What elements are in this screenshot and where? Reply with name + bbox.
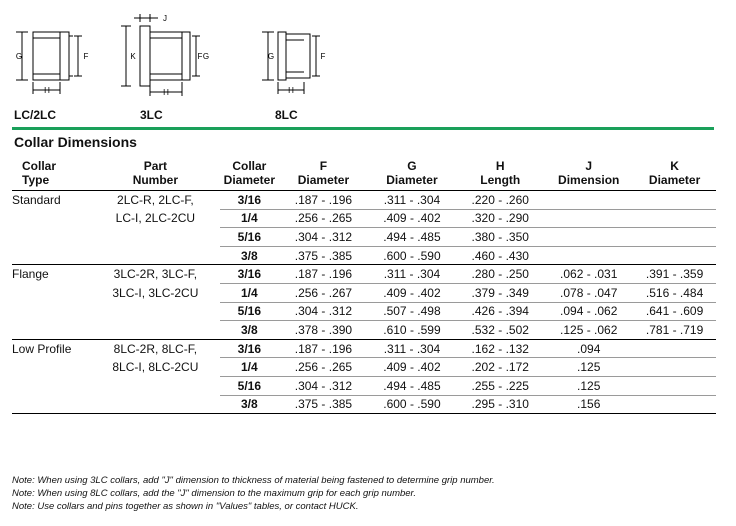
header-collar-diameter: Collar Diameter bbox=[220, 156, 280, 191]
table-row bbox=[12, 376, 716, 395]
cell-collar-diameter: 1/4 bbox=[220, 209, 280, 228]
cell-j: .094 - .062 bbox=[544, 302, 633, 321]
cell-collar-type bbox=[12, 209, 91, 228]
cell-g: .507 - .498 bbox=[368, 302, 457, 321]
cell-h: .379 - .349 bbox=[456, 283, 544, 302]
cell-collar-type: Flange bbox=[12, 267, 49, 282]
cell-collar-type bbox=[12, 302, 91, 321]
section-divider bbox=[12, 127, 714, 130]
footnote: Note: When using 3LC collars, add "J" dimension to thickness of material being fastened to determine grip number. bbox=[12, 475, 495, 486]
3lc-dim-k: K bbox=[130, 52, 136, 61]
cell-f: .256 - .267 bbox=[279, 283, 368, 302]
cell-g: .311 - .304 bbox=[368, 339, 457, 358]
cell-k: .391 - .359 bbox=[633, 265, 716, 284]
cell-collar-type: Low Profile bbox=[12, 341, 72, 356]
table-header-row bbox=[12, 156, 716, 191]
cell-f: .378 - .390 bbox=[279, 321, 368, 340]
cell-j: .125 bbox=[544, 376, 633, 395]
cell-collar-diameter: 1/4 bbox=[220, 283, 280, 302]
cell-h: .220 - .260 bbox=[456, 191, 544, 210]
8lc-dim-h: H bbox=[288, 86, 294, 95]
header-collar-type: Collar Type bbox=[12, 156, 91, 191]
cell-collar-diameter: 3/8 bbox=[220, 246, 280, 265]
cell-h: .380 - .350 bbox=[456, 228, 544, 247]
header-g-diameter: G Diameter bbox=[368, 156, 457, 191]
table-row bbox=[12, 395, 716, 414]
collar-diagrams bbox=[0, 0, 736, 110]
3lc-figure-label: 3LC bbox=[140, 108, 163, 122]
cell-part-number: 8LC-2R, 8LC-F, bbox=[113, 341, 198, 356]
cell-collar-type bbox=[12, 283, 91, 302]
lc-dim-f: F bbox=[83, 52, 89, 61]
cell-g: .494 - .485 bbox=[368, 228, 457, 247]
cell-g: .311 - .304 bbox=[368, 191, 457, 210]
lc-collar-drawing bbox=[16, 32, 82, 94]
cell-part-number: 2LC-R, 2LC-F, bbox=[117, 193, 194, 208]
cell-g: .409 - .402 bbox=[368, 358, 457, 377]
cell-k bbox=[633, 395, 716, 414]
cell-collar-diameter: 3/16 bbox=[220, 339, 280, 358]
cell-part-number bbox=[91, 395, 219, 414]
cell-k bbox=[633, 209, 716, 228]
cell-h: .280 - .250 bbox=[456, 265, 544, 284]
cell-j: .125 bbox=[544, 358, 633, 377]
table-row bbox=[12, 283, 716, 302]
header-f-diameter: F Diameter bbox=[279, 156, 368, 191]
table-row bbox=[12, 302, 716, 321]
footnote: Note: Use collars and pins together as shown in "Values" tables, or contact HUCK. bbox=[12, 501, 359, 512]
lc-dim-g: G bbox=[15, 52, 23, 61]
lc-figure-label: LC/2LC bbox=[14, 108, 56, 122]
cell-k bbox=[633, 191, 716, 210]
cell-collar-diameter: 3/16 bbox=[220, 191, 280, 210]
cell-part-number bbox=[91, 228, 219, 247]
cell-f: .375 - .385 bbox=[279, 246, 368, 265]
cell-h: .255 - .225 bbox=[456, 376, 544, 395]
8lc-figure-label: 8LC bbox=[275, 108, 298, 122]
table-row bbox=[12, 228, 716, 247]
cell-collar-type bbox=[12, 395, 91, 414]
cell-part-number bbox=[91, 302, 219, 321]
cell-part-number bbox=[91, 321, 219, 340]
table-row bbox=[12, 321, 716, 340]
table-row bbox=[12, 265, 716, 284]
cell-h: .320 - .290 bbox=[456, 209, 544, 228]
cell-g: .610 - .599 bbox=[368, 321, 457, 340]
cell-part-number: LC-I, 2LC-2CU bbox=[115, 211, 196, 226]
cell-k: .781 - .719 bbox=[633, 321, 716, 340]
cell-h: .295 - .310 bbox=[456, 395, 544, 414]
lc-dim-h: H bbox=[44, 86, 50, 95]
cell-collar-type bbox=[12, 376, 91, 395]
cell-j: .062 - .031 bbox=[544, 265, 633, 284]
cell-collar-diameter: 5/16 bbox=[220, 376, 280, 395]
cell-collar-diameter: 1/4 bbox=[220, 358, 280, 377]
cell-k bbox=[633, 376, 716, 395]
header-h-length: H Length bbox=[456, 156, 544, 191]
cell-collar-diameter: 3/8 bbox=[220, 395, 280, 414]
table-row bbox=[12, 358, 716, 377]
collar-figures bbox=[0, 0, 736, 130]
cell-k bbox=[633, 228, 716, 247]
table-row bbox=[12, 339, 716, 358]
cell-f: .256 - .265 bbox=[279, 358, 368, 377]
3lc-dim-j: J bbox=[163, 14, 167, 23]
cell-f: .304 - .312 bbox=[279, 302, 368, 321]
cell-h: .202 - .172 bbox=[456, 358, 544, 377]
table-row bbox=[12, 209, 716, 228]
cell-j: .094 bbox=[544, 339, 633, 358]
cell-collar-diameter: 3/16 bbox=[220, 265, 280, 284]
cell-j: .156 bbox=[544, 395, 633, 414]
footnotes bbox=[12, 474, 495, 513]
cell-collar-diameter: 5/16 bbox=[220, 228, 280, 247]
cell-part-number: 3LC-2R, 3LC-F, bbox=[113, 267, 198, 282]
table-body bbox=[12, 191, 716, 414]
collar-dimensions-table bbox=[12, 156, 716, 414]
cell-k: .516 - .484 bbox=[633, 283, 716, 302]
table-row bbox=[12, 246, 716, 265]
cell-f: .375 - .385 bbox=[279, 395, 368, 414]
cell-part-number bbox=[91, 246, 219, 265]
cell-j bbox=[544, 191, 633, 210]
cell-k bbox=[633, 358, 716, 377]
cell-collar-diameter: 3/8 bbox=[220, 321, 280, 340]
cell-collar-diameter: 5/16 bbox=[220, 302, 280, 321]
cell-part-number: 3LC-I, 3LC-2CU bbox=[112, 285, 199, 300]
cell-j bbox=[544, 246, 633, 265]
cell-f: .304 - .312 bbox=[279, 228, 368, 247]
cell-g: .494 - .485 bbox=[368, 376, 457, 395]
cell-collar-type bbox=[12, 358, 91, 377]
cell-part-number bbox=[91, 376, 219, 395]
header-j-dimension: J Dimension bbox=[544, 156, 633, 191]
table-row bbox=[12, 191, 716, 210]
cell-g: .600 - .590 bbox=[368, 395, 457, 414]
8lc-dim-g: G bbox=[267, 52, 275, 61]
cell-collar-type bbox=[12, 228, 91, 247]
cell-k bbox=[633, 246, 716, 265]
cell-j: .125 - .062 bbox=[544, 321, 633, 340]
cell-h: .426 - .394 bbox=[456, 302, 544, 321]
header-k-diameter: K Diameter bbox=[633, 156, 716, 191]
cell-f: .187 - .196 bbox=[279, 339, 368, 358]
cell-j bbox=[544, 209, 633, 228]
cell-f: .256 - .265 bbox=[279, 209, 368, 228]
3lc-dim-h: H bbox=[163, 88, 169, 97]
cell-f: .187 - .196 bbox=[279, 191, 368, 210]
cell-h: .532 - .502 bbox=[456, 321, 544, 340]
cell-f: .187 - .196 bbox=[279, 265, 368, 284]
3lc-dim-g: G bbox=[202, 52, 210, 61]
footnote: Note: When using 8LC collars, add the "J" dimension to the maximum grip for each grip number. bbox=[12, 488, 417, 499]
header-part-number: Part Number bbox=[91, 156, 219, 191]
cell-j: .078 - .047 bbox=[544, 283, 633, 302]
3lc-dim-f: F bbox=[197, 52, 203, 61]
section-title: Collar Dimensions bbox=[14, 134, 137, 150]
cell-collar-type bbox=[12, 321, 91, 340]
cell-part-number: 8LC-I, 8LC-2CU bbox=[112, 360, 199, 375]
8lc-dim-f: F bbox=[320, 52, 326, 61]
cell-g: .600 - .590 bbox=[368, 246, 457, 265]
cell-j bbox=[544, 228, 633, 247]
cell-k bbox=[633, 339, 716, 358]
cell-f: .304 - .312 bbox=[279, 376, 368, 395]
cell-collar-type: Standard bbox=[12, 193, 61, 208]
cell-g: .409 - .402 bbox=[368, 209, 457, 228]
cell-h: .460 - .430 bbox=[456, 246, 544, 265]
cell-g: .311 - .304 bbox=[368, 265, 457, 284]
cell-h: .162 - .132 bbox=[456, 339, 544, 358]
cell-g: .409 - .402 bbox=[368, 283, 457, 302]
cell-k: .641 - .609 bbox=[633, 302, 716, 321]
8lc-collar-drawing bbox=[262, 32, 320, 94]
cell-collar-type bbox=[12, 246, 91, 265]
